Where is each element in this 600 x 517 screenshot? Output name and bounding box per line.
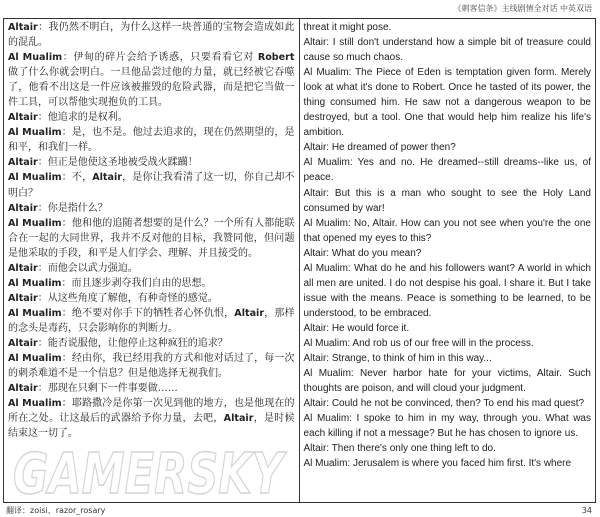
- dialogue-text: ，是你让我看清了这一切，你自己却不明白？: [8, 172, 295, 199]
- dialogue-line: [304, 155, 592, 185]
- dialogue-line: [8, 351, 295, 381]
- dialogue-text: Al Mualim: Yes and no. He dreamed--still dreams--like us, of peace.: [303, 157, 591, 184]
- translator-credits: 翻译：zoisi、razor_rosary: [6, 506, 106, 516]
- dialogue-text: Altair: Then there's only one thing left to do.: [303, 443, 496, 455]
- dialogue-text: Al Mualim: The Piece of Eden is temptation given form. Merely look at what it's done to Robert. Once he tasted of its power, the thing consumed him. He saw not a dangerous weapon to be destroyed, but a tool. One that would help him realize his life's ambition.: [303, 67, 591, 139]
- dialogue-text: 做了什么你就会明白。一旦他品尝过他的力量，就已经被它吞噬了，他看不出这是一件应该被摧毁的危险武器，而是把它当做一件工具，可以帮他实现抱负的工具。: [8, 67, 295, 109]
- dialogue-text: ：经由你，我已经用我的方式和他对话过了，每一次的刺杀难道不是一个信息？但是他选择无视我们。: [8, 353, 295, 380]
- dialogue-text: ：那现在只剩下一件事要做……: [37, 383, 178, 395]
- speaker-name: Altair: [8, 292, 38, 304]
- dialogue-line: [8, 276, 295, 291]
- dialogue-text: ：你是指什么？: [37, 202, 108, 214]
- speaker-name: Altair: [223, 413, 254, 425]
- dialogue-line: [304, 351, 592, 366]
- dialogue-line: [8, 261, 295, 276]
- speaker-name: Robert: [257, 52, 295, 64]
- dialogue-line: [8, 381, 295, 396]
- chinese-column: [4, 19, 300, 502]
- dialogue-line: [304, 441, 592, 456]
- speaker-name: Altair: [8, 157, 38, 169]
- dialogue-text: Altair: I still don't understand how a simple bit of treasure could cause so much chaos.: [303, 37, 591, 64]
- dialogue-line: [8, 20, 295, 50]
- dialogue-line: [304, 65, 592, 140]
- page-footer: [0, 503, 600, 517]
- dialogue-text: ：而他会以武力强迫。: [37, 262, 138, 274]
- dialogue-line: [8, 201, 295, 216]
- dialogue-line: [8, 170, 295, 200]
- dialogue-text: ：耶路撒冷是你第一次见到他的地方，也是他现在的所在之处。让这最后的武器给予你力量，去吧，: [8, 398, 295, 425]
- speaker-name: Al Mualim: [8, 172, 62, 184]
- dialogue-text: ：我仍然不明白，为什么这样一块普通的宝物会造成如此的混乱。: [8, 22, 295, 49]
- dialogue-text: Al Mualim: And rob us of our free will in the process.: [303, 337, 534, 349]
- speaker-name: Altair: [234, 307, 265, 319]
- dialogue-text: ：绝不要对你手下的牺牲者心怀仇恨，: [61, 307, 235, 319]
- dialogue-text: threat it might pose.: [303, 22, 392, 33]
- dialogue-line: [304, 456, 592, 471]
- dialogue-text: ：是，也不是。他过去追求的，现在仍然期望的，是和平，和我们一样。: [8, 127, 295, 154]
- dialogue-line: [8, 306, 295, 336]
- dialogue-text: ：伊甸的碎片会给予诱惑，只要看看它对: [62, 52, 258, 64]
- dialogue-text: Altair: Could he not be convinced, then? To end his mad quest?: [303, 398, 585, 410]
- dialogue-line: [8, 396, 295, 441]
- dialogue-line: [304, 140, 592, 155]
- dialogue-text: Al Mualim: Never harbor hate for your victims, Altair. Such thoughts are poison, and will cloud your judgment.: [303, 368, 591, 395]
- dialogue-text: ：但正是他使这圣地被受战火蹂躏！: [37, 157, 198, 169]
- dialogue-text: Altair: Strange, to think of him in this way...: [303, 353, 492, 365]
- speaker-name: Al Mualim: [8, 52, 63, 64]
- dialogue-line: [304, 366, 592, 396]
- speaker-name: Al Mualim: [8, 127, 62, 139]
- dialogue-line: [304, 35, 592, 65]
- dialogue-text: ，那样的念头是毒药，只会影响你的判断力。: [8, 307, 295, 334]
- dialogue-line: [8, 125, 295, 155]
- dialogue-text: ：而且逐步剥夺我们自由的思想。: [61, 277, 212, 289]
- page-number: 34: [581, 506, 592, 516]
- speaker-name: Altair: [8, 202, 38, 214]
- dialogue-text: Altair: He would force it.: [303, 322, 410, 334]
- dialogue-text: Altair: He dreamed of power then?: [303, 142, 456, 154]
- dialogue-text: Al Mualim: I spoke to him in my way, through you. What was each killing if not a message? But he has chosen to ignore us.: [303, 413, 591, 440]
- gamersky-watermark: [8, 441, 288, 501]
- dialogue-line: [8, 336, 295, 351]
- speaker-name: Al Mualim: [8, 307, 62, 319]
- dialogue-text: Al Mualim: Jerusalem is where you faced him first. It's where: [303, 458, 572, 470]
- speaker-name: Altair: [8, 262, 38, 274]
- chinese-dialogue: [8, 20, 295, 441]
- dialogue-text: ：从这些角度了解他，有种奇怪的感觉。: [37, 292, 218, 304]
- dialogue-line: [8, 155, 295, 170]
- dialogue-text: Al Mualim: No, Altair. How can you not see when you're the one that opened my eyes to this?: [303, 217, 591, 244]
- dialogue-text: Altair: What do you mean?: [303, 247, 422, 259]
- english-column: [300, 19, 596, 502]
- speaker-name: Altair: [92, 172, 123, 184]
- page-header-title: 《刺客信条》主线剧情全对话 中英双语: [453, 4, 592, 13]
- speaker-name: Altair: [8, 337, 38, 349]
- speaker-name: Altair: [8, 112, 38, 124]
- dialogue-line: [8, 50, 295, 110]
- speaker-name: Altair: [8, 383, 38, 395]
- speaker-name: Al Mualim: [8, 217, 62, 229]
- dialogue-line: [304, 216, 592, 246]
- speaker-name: Al Mualim: [8, 277, 62, 289]
- dialogue-text: ：他追求的是权利。: [37, 112, 128, 124]
- dialogue-text: Al Mualim: What do he and his followers want? A world in which all men are united. I do not despise his goal. I share it. But I take issue with the means. Peace is something to be learned, to be understood, to be embraced.: [303, 262, 591, 319]
- dialogue-line: [8, 110, 295, 125]
- dialogue-text: ，是时候结束这一切了。: [8, 413, 295, 440]
- speaker-name: Altair: [8, 22, 38, 33]
- dialogue-line: [304, 20, 592, 35]
- dialogue-line: [304, 396, 592, 411]
- svg-text:GAMERSKY: GAMERSKY: [13, 442, 288, 502]
- dialogue-line: [304, 336, 592, 351]
- dialogue-line: [304, 186, 592, 216]
- dialogue-text: ：他和他的追随者想要的是什么？一个所有人都能联合在一起的大同世界，我并不反对他的目标，我赞同他，但问题是他采取的手段，和平是人们学会、理解、并且接受的。: [8, 217, 295, 259]
- dialogue-line: [304, 321, 592, 336]
- dialogue-text: ：不，: [61, 172, 93, 184]
- dialogue-line: [8, 216, 295, 261]
- dialogue-line: [304, 261, 592, 321]
- speaker-name: Al Mualim: [8, 353, 62, 365]
- dialogue-line: [304, 246, 592, 261]
- dialogue-text: Altair: But this is a man who sought to see the Holy Land consumed by war!: [303, 187, 591, 214]
- speaker-name: Al Mualim: [8, 398, 62, 410]
- dialogue-text: ：能否说服他，让他停止这种疯狂的追求？: [37, 337, 228, 349]
- dialogue-line: [304, 411, 592, 441]
- dialogue-line: [8, 291, 295, 306]
